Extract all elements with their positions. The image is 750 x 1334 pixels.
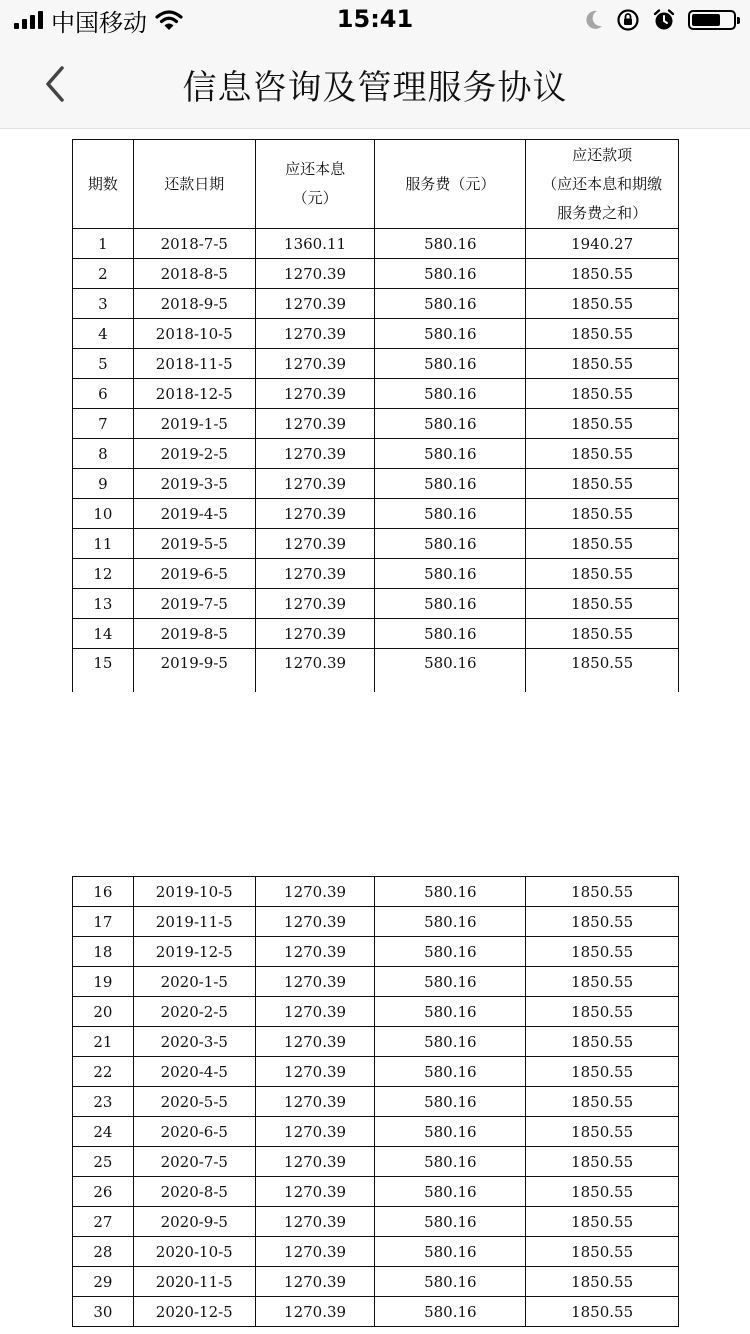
- cell-total-due: 1940.27: [526, 229, 679, 259]
- cell-principal-interest: 1270.39: [255, 499, 375, 529]
- table-row: [73, 289, 679, 319]
- cell-principal-interest: 1270.39: [255, 967, 375, 997]
- table-row: [73, 349, 679, 379]
- cell-repay-date: 2020-12-5: [133, 1297, 255, 1327]
- cell-period: 9: [73, 469, 134, 499]
- cell-principal-interest: 1270.39: [255, 907, 375, 937]
- cell-repay-date: 2020-3-5: [133, 1027, 255, 1057]
- cell-principal-interest: 1270.39: [255, 1057, 375, 1087]
- table-row: [73, 319, 679, 349]
- cell-period: 25: [73, 1147, 134, 1177]
- rotation-lock-icon: [616, 8, 640, 32]
- cell-principal-interest: 1270.39: [255, 289, 375, 319]
- table-row: [73, 1027, 679, 1057]
- cell-repay-date: 2020-5-5: [133, 1087, 255, 1117]
- repayment-table-page-1: [72, 139, 679, 692]
- cell-principal-interest: 1270.39: [255, 589, 375, 619]
- table-row: [73, 1087, 679, 1117]
- cell-principal-interest: 1270.39: [255, 1207, 375, 1237]
- cell-repay-date: 2019-1-5: [133, 409, 255, 439]
- cell-period: 5: [73, 349, 134, 379]
- cell-repay-date: 2020-7-5: [133, 1147, 255, 1177]
- cell-period: 16: [73, 877, 134, 907]
- page-title: 信息咨询及管理服务协议: [182, 68, 568, 108]
- cell-principal-interest: 1270.39: [255, 1147, 375, 1177]
- cell-service-fee: 580.16: [375, 1177, 526, 1207]
- cell-period: 18: [73, 937, 134, 967]
- cell-repay-date: 2019-5-5: [133, 529, 255, 559]
- cell-period: 6: [73, 379, 134, 409]
- cell-total-due: 1850.55: [526, 589, 679, 619]
- cell-service-fee: 580.16: [375, 499, 526, 529]
- cell-principal-interest: 1270.39: [255, 877, 375, 907]
- cell-repay-date: 2018-12-5: [133, 379, 255, 409]
- cell-total-due: 1850.55: [526, 1267, 679, 1297]
- cell-principal-interest: 1270.39: [255, 997, 375, 1027]
- cell-period: 20: [73, 997, 134, 1027]
- cell-service-fee: 580.16: [375, 967, 526, 997]
- table-row: [73, 409, 679, 439]
- cell-total-due: 1850.55: [526, 1117, 679, 1147]
- cell-repay-date: 2018-7-5: [133, 229, 255, 259]
- cell-repay-date: 2019-12-5: [133, 937, 255, 967]
- cell-period: 12: [73, 559, 134, 589]
- cell-principal-interest: 1270.39: [255, 349, 375, 379]
- cell-repay-date: 2019-6-5: [133, 559, 255, 589]
- battery-icon: [688, 10, 736, 30]
- cell-total-due: 1850.55: [526, 619, 679, 649]
- cell-service-fee: 580.16: [375, 379, 526, 409]
- cell-period: 27: [73, 1207, 134, 1237]
- table-row: [73, 529, 679, 559]
- cell-service-fee: 580.16: [375, 409, 526, 439]
- cell-period: 28: [73, 1237, 134, 1267]
- cell-total-due: 1850.55: [526, 649, 679, 693]
- table-row: [73, 1297, 679, 1327]
- cell-total-due: 1850.55: [526, 469, 679, 499]
- cell-principal-interest: 1270.39: [255, 1087, 375, 1117]
- cell-principal-interest: 1270.39: [255, 529, 375, 559]
- cell-service-fee: 580.16: [375, 1207, 526, 1237]
- cell-service-fee: 580.16: [375, 289, 526, 319]
- cell-repay-date: 2019-4-5: [133, 499, 255, 529]
- table-row: [73, 229, 679, 259]
- cell-principal-interest: 1270.39: [255, 409, 375, 439]
- cell-service-fee: 580.16: [375, 589, 526, 619]
- cell-total-due: 1850.55: [526, 1027, 679, 1057]
- cell-total-due: 1850.55: [526, 997, 679, 1027]
- cell-total-due: 1850.55: [526, 1057, 679, 1087]
- table-row: [73, 877, 679, 907]
- cell-service-fee: 580.16: [375, 349, 526, 379]
- cell-repay-date: 2018-9-5: [133, 289, 255, 319]
- cell-service-fee: 580.16: [375, 259, 526, 289]
- cell-repay-date: 2020-9-5: [133, 1207, 255, 1237]
- cell-total-due: 1850.55: [526, 1147, 679, 1177]
- nav-bar: [0, 40, 750, 129]
- repayment-table-page-2: [72, 876, 679, 1327]
- status-time: 15:41: [336, 5, 414, 33]
- cell-service-fee: 580.16: [375, 439, 526, 469]
- cell-repay-date: 2019-9-5: [133, 649, 255, 693]
- cell-repay-date: 2020-8-5: [133, 1177, 255, 1207]
- cell-service-fee: 580.16: [375, 1297, 526, 1327]
- table-row: [73, 937, 679, 967]
- cell-total-due: 1850.55: [526, 1237, 679, 1267]
- cell-period: 26: [73, 1177, 134, 1207]
- cell-principal-interest: 1270.39: [255, 1177, 375, 1207]
- cell-principal-interest: 1270.39: [255, 1237, 375, 1267]
- cell-period: 4: [73, 319, 134, 349]
- cell-repay-date: 2018-10-5: [133, 319, 255, 349]
- cell-service-fee: 580.16: [375, 1027, 526, 1057]
- cell-period: 29: [73, 1267, 134, 1297]
- cell-service-fee: 580.16: [375, 907, 526, 937]
- table-row: [73, 1117, 679, 1147]
- table-row: [73, 499, 679, 529]
- cell-service-fee: 580.16: [375, 559, 526, 589]
- cell-service-fee: 580.16: [375, 1147, 526, 1177]
- cell-period: 7: [73, 409, 134, 439]
- cell-service-fee: 580.16: [375, 1117, 526, 1147]
- cell-repay-date: 2019-10-5: [133, 877, 255, 907]
- cell-total-due: 1850.55: [526, 967, 679, 997]
- status-bar: [0, 0, 750, 40]
- cell-period: 3: [73, 289, 134, 319]
- table-row: [73, 439, 679, 469]
- cell-period: 30: [73, 1297, 134, 1327]
- cell-principal-interest: 1270.39: [255, 937, 375, 967]
- cell-total-due: 1850.55: [526, 1297, 679, 1327]
- carrier-name: 中国移动: [51, 8, 147, 37]
- cell-period: 24: [73, 1117, 134, 1147]
- cell-total-due: 1850.55: [526, 319, 679, 349]
- cell-total-due: 1850.55: [526, 289, 679, 319]
- table-row: [73, 1147, 679, 1177]
- cell-principal-interest: 1270.39: [255, 1117, 375, 1147]
- cell-total-due: 1850.55: [526, 907, 679, 937]
- cell-repay-date: 2018-11-5: [133, 349, 255, 379]
- table-row: [73, 1207, 679, 1237]
- table-row: [73, 559, 679, 589]
- table-row: [73, 379, 679, 409]
- cell-period: 13: [73, 589, 134, 619]
- cell-principal-interest: 1270.39: [255, 1297, 375, 1327]
- cell-principal-interest: 1270.39: [255, 439, 375, 469]
- cell-period: 15: [73, 649, 134, 693]
- header-repay-date: 还款日期: [133, 140, 255, 229]
- cell-principal-interest: 1270.39: [255, 259, 375, 289]
- cell-period: 1: [73, 229, 134, 259]
- cell-principal-interest: 1270.39: [255, 1027, 375, 1057]
- table-row: [73, 907, 679, 937]
- table-row: [73, 967, 679, 997]
- cell-principal-interest: 1270.39: [255, 319, 375, 349]
- header-service-fee: 服务费（元）: [375, 140, 526, 229]
- cell-total-due: 1850.55: [526, 259, 679, 289]
- cell-repay-date: 2020-4-5: [133, 1057, 255, 1087]
- cell-total-due: 1850.55: [526, 1087, 679, 1117]
- cell-repay-date: 2019-3-5: [133, 469, 255, 499]
- table-row: [73, 1237, 679, 1267]
- cell-total-due: 1850.55: [526, 439, 679, 469]
- cell-total-due: 1850.55: [526, 499, 679, 529]
- cell-principal-interest: 1270.39: [255, 619, 375, 649]
- cell-repay-date: 2019-11-5: [133, 907, 255, 937]
- table-row: [73, 589, 679, 619]
- cell-principal-interest: 1270.39: [255, 559, 375, 589]
- cell-period: 19: [73, 967, 134, 997]
- table-row: [73, 1267, 679, 1297]
- cell-service-fee: 580.16: [375, 529, 526, 559]
- table-row: [73, 649, 679, 693]
- cell-repay-date: 2019-8-5: [133, 619, 255, 649]
- cell-repay-date: 2020-6-5: [133, 1117, 255, 1147]
- cell-period: 8: [73, 439, 134, 469]
- cell-principal-interest: 1270.39: [255, 379, 375, 409]
- cell-service-fee: 580.16: [375, 1057, 526, 1087]
- cell-service-fee: 580.16: [375, 649, 526, 693]
- cell-total-due: 1850.55: [526, 529, 679, 559]
- cell-total-due: 1850.55: [526, 937, 679, 967]
- cell-service-fee: 580.16: [375, 619, 526, 649]
- cell-repay-date: 2018-8-5: [133, 259, 255, 289]
- cell-total-due: 1850.55: [526, 559, 679, 589]
- cell-period: 2: [73, 259, 134, 289]
- document-content[interactable]: [0, 129, 750, 1334]
- cell-service-fee: 580.16: [375, 997, 526, 1027]
- cell-repay-date: 2020-2-5: [133, 997, 255, 1027]
- cell-service-fee: 580.16: [375, 469, 526, 499]
- cell-period: 22: [73, 1057, 134, 1087]
- cell-total-due: 1850.55: [526, 1177, 679, 1207]
- table-row: [73, 997, 679, 1027]
- header-total-due: 应还款项 （应还本息和期缴 服务费之和）: [526, 140, 679, 229]
- header-period: 期数: [73, 140, 134, 229]
- cell-total-due: 1850.55: [526, 877, 679, 907]
- cell-repay-date: 2019-2-5: [133, 439, 255, 469]
- table-header-row: [73, 140, 679, 229]
- cell-period: 11: [73, 529, 134, 559]
- status-right: [584, 7, 736, 33]
- cell-service-fee: 580.16: [375, 1267, 526, 1297]
- cell-repay-date: 2020-1-5: [133, 967, 255, 997]
- cell-total-due: 1850.55: [526, 1207, 679, 1237]
- cell-total-due: 1850.55: [526, 349, 679, 379]
- cell-period: 17: [73, 907, 134, 937]
- cell-service-fee: 580.16: [375, 319, 526, 349]
- cell-principal-interest: 1270.39: [255, 1267, 375, 1297]
- cell-service-fee: 580.16: [375, 1237, 526, 1267]
- table-row: [73, 469, 679, 499]
- cell-period: 23: [73, 1087, 134, 1117]
- cell-principal-interest: 1270.39: [255, 649, 375, 693]
- cell-service-fee: 580.16: [375, 1087, 526, 1117]
- cell-period: 21: [73, 1027, 134, 1057]
- cell-principal-interest: 1270.39: [255, 469, 375, 499]
- alarm-clock-icon: [652, 8, 676, 32]
- moon-icon: [584, 9, 604, 31]
- cell-period: 14: [73, 619, 134, 649]
- cell-principal-interest: 1360.11: [255, 229, 375, 259]
- cell-total-due: 1850.55: [526, 379, 679, 409]
- cell-service-fee: 580.16: [375, 229, 526, 259]
- cell-repay-date: 2019-7-5: [133, 589, 255, 619]
- cell-total-due: 1850.55: [526, 409, 679, 439]
- table-row: [73, 1177, 679, 1207]
- cell-repay-date: 2020-11-5: [133, 1267, 255, 1297]
- cell-period: 10: [73, 499, 134, 529]
- cell-service-fee: 580.16: [375, 937, 526, 967]
- header-principal-interest: 应还本息 （元）: [255, 140, 375, 229]
- table-row: [73, 619, 679, 649]
- cell-repay-date: 2020-10-5: [133, 1237, 255, 1267]
- table-row: [73, 1057, 679, 1087]
- cell-service-fee: 580.16: [375, 877, 526, 907]
- table-row: [73, 259, 679, 289]
